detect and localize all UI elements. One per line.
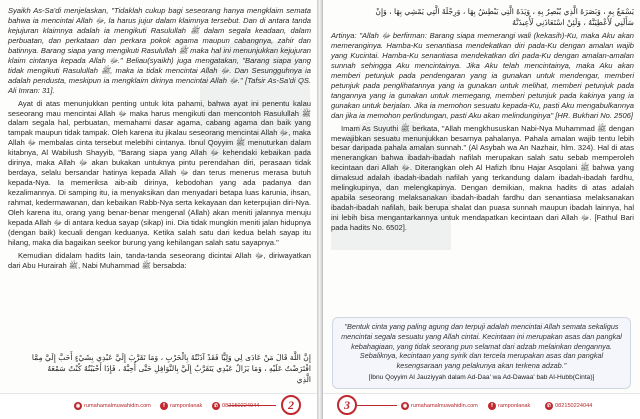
phone-number[interactable]: ✆ 082150224044: [213, 403, 260, 409]
left-page: [0, 0, 317, 419]
page-number: 2: [281, 395, 301, 415]
quote-source: [Ibnu Qoyyim Al Jauziyyah dalam Ad-Daa' wa Ad-Dawaa' bab Al-Hubb(Cinta)]: [368, 373, 595, 381]
hadith-arabic-text: [8, 352, 311, 385]
social-handle[interactable]: f ramponlanak: [160, 402, 202, 410]
hadith-arabic-continued: [331, 6, 634, 28]
paragraph: Imam As Suyuthi ﷺ berkata, "Allah mengkhususkan Nabi-Nya Muhammad ﷺ dengan mewajibkan sesuatu menunjukkan besarnya pahalanya. Pahala amalan wajib tentu lebih besar daripada pahala amalan sunnah." (Al Asybah wa An Nazhair, hlm. 324). Hal di atas menerangkan bahwa ibadah-ibadah nafilah merupakan salah satu sebab memperoleh kecintaan dari Allah ﷻ. Diterangkan oleh Al Hafizh Ibnu Hajar Asqolani ﷺ bahwa yang dimaksud adalah ibadah-ibadah nafilah yang terkandung dalam ibadah-ibadah fardhu, melingkupinya, dan melengkapinya. Dengan demikian, makna hadits di atas adalah apabila seseorang melaksanakan ibadah-ibadah fardhu dan senantiasa melaksanakan ibadah-ibadah nafilah, baik berupa shalat dan puasa sunnah maupun ibadah lainnya, hal ini lebih bisa mengantarkannya untuk mendapatkan kecintaan dari Allah ﷻ. [Fathul Bari pada hadits No. 6502].: [331, 123, 635, 233]
social-handle[interactable]: f ramponlanak: [488, 402, 530, 410]
globe-icon: ◉: [402, 403, 408, 409]
right-footer: [323, 393, 640, 419]
whatsapp-icon: ✆: [213, 403, 219, 409]
left-footer: [0, 393, 317, 419]
whatsapp-icon: ✆: [546, 403, 552, 409]
paragraph: Ayat di atas menunjukkan penting untuk kita pahami, bahwa ayat ini penentu kalau seseorang mau mencintai Allah ﷻ maka harus mengikuti dan mencontoh Rasulullah ﷺ dalam segala hal, perbuatan, memahami dasar agama, cabang agama dan baik yang tampak maupun tidak tampak. Oleh karena itu jikalau seseorang mencintai Allah ﷻ, maka Allah ﷻ membalas cinta tersebut melebihi cintanya. Ibnul Qoyyim ﷺ menuturkan dalam kitabnya, Al Wabilush Shayyib, "Barang siapa yang Allah ﷻ kehendaki kebaikan pada dirinya, maka Allah ﷻ akan bukakan untuknya pintu perendahan diri, perasaan tidak berdaya, selalu bersandar hatinya kepada Allah ﷻ dan terus menerus merasa butuh kepada-Nya. Ia memeriksa aib-aib dirinya, kebodohan yang ada padanya dan kezalimannya. Di samping itu, ia menyaksikan dan menyadari betapa luas karunia, ihsan, rahmat, kedermawanan, dan kebaikan Rabb-Nya serta kekayaan dan keterpujian diri-Nya. Oleh karena itu, orang yang benar-benar mengenal (Allah) akan meniti jalannya menuju kepada Allah ﷻ di antara kedua sayap (sikap) ini. Dia tidak mungkin meniti jalan hidupnya (dengan baik) kecuali dengan keduanya. Ketika salah satu dari kedua belah sayap itu hilang, maka dia bagaikan seekor burung yang kehilangan salah satu sayapnya.": [8, 98, 311, 247]
website-link[interactable]: ◉ rumahamalmuwahidin.com: [75, 403, 151, 409]
arabic-line: سَأَلَنِي لَأُعْطِيَنَّهُ ، وَلَئِنْ اسْتَعَاذَنِي لَأُعِيذَنَّهُ: [512, 18, 634, 27]
arabic-line: يَسْمَعُ بِهِ ، وَبَصَرَهُ الَّذِي يُبْصِرُ بِهِ ، وَيَدَهُ الَّتِي يَبْطِشُ بِهَا ، وَرِجْلَهُ الَّتِي يَمْشِي بِهَا ، وَإِنْ: [375, 7, 634, 16]
paragraph: Syaikh As-Sa'di menjelaskan, "Tidaklah cukup bagi seseorang hanya mengklaim semata bahwa ia mencintai Allah ﷻ, la harus jujur dalam klaimnya tersebut. Dan di antara tanda kejujuran klaimnya adalah ia mengikuti Rasulullah ﷺ dalam segala keadaan, dalam perbuatan, dan perkataan dan perkara pokok agama maupun cabangnya, zahir dan batinnya. Barang siapa yang mengikuti Rasulullah ﷺ maka hal ini menunjukkan kejujuran klaim cintanya kepada Allah ﷻ." Beliau(syaikh) juga mengatakan, "Barang siapa yang tidak mengikuti Rasulullah ﷺ, maka ia tidak mencintai Allah ﷻ. Dan Sesungguhnya ia adalah pendusta, meskipun ia mengklaim dirinya mencintai Allah ﷻ." [Tafsir As-Sa'di QS. Ali Imran: 31].: [8, 6, 312, 95]
phone-number[interactable]: ✆ 082150224044: [546, 403, 593, 409]
left-body: [8, 6, 311, 272]
website-link[interactable]: ◉ rumahamalmuwahidin.com: [402, 403, 478, 409]
right-page: [323, 0, 640, 419]
arabic-line: افْتَرَضْتُ عَلَيْهِ ، وَمَا يَزَالُ عَبْدِي يَتَقَرَّبُ إِلَيَّ بِالنَّوَافِلِ حَتَّى أُحِبَّهُ ، فَإِذَا أَحْبَبْتُهُ كُنْتُ سَمْعَهُ: [47, 364, 311, 373]
arabic-line: إِنَّ اللَّهَ قَالَ مَنْ عَادَى لِي وَلِيًّا فَقَدْ آذَنْتُهُ بِالْحَرْبِ ، وَمَا تَقَرَّبَ إِلَيَّ عَبْدِي بِشَيْءٍ أَحَبَّ إِلَيَّ مِمَّا: [31, 353, 311, 362]
globe-icon: ◉: [75, 403, 81, 409]
social-icon: f: [488, 402, 496, 410]
page-number: 3: [337, 395, 357, 415]
quote-box: [341, 322, 622, 383]
paragraph: Kemudian didalam hadits lain, tanda-tanda seseorang dicintai Allah ﷻ, diriwayatkan dari Abu Hurairah ﷺ, Nabi Muhammad ﷺ bersabda:: [8, 250, 311, 270]
arabic-line: الَّذِي: [296, 375, 311, 384]
right-body: [331, 31, 634, 234]
paragraph: Artinya: "Allah ﷻ berfirman: Barang siapa memerangi wali (kekasih)-Ku, maka Aku akan memeranginya. Hamba-Ku senantiasa mendekatkan diri pada-Ku dengan amalan wajib yang Kucintai. Hamba-Ku senantiasa mendekatkan diri pada-Ku dengan amalan-amalan sunnah sehingga Aku mencintainya. Jika Aku telah mencintainya, maka Aku akan memberi petunjuk pada pendengaran yang ia gunakan untuk mendengar, memberi petunjuk pada penglihatannya yang ia gunakan untuk melihat, memberi petunjuk pada tangannya yang ia gunakan untuk memegang, memberi petunjuk pada kakinya yang ia gunakan untuk berjalan. Jika ia memohon sesuatu kepada-Ku, pasti Aku mengabulkannya dan jika ia memohon perlindungan, pasti Aku akan melindunginya" [HR. Bukhari No. 2506]: [331, 31, 634, 120]
quote-text: "Bentuk cinta yang paling agung dan terpuji adalah mencintai Allah semata sekaligus mencintai segala sesuatu yang Allah cintai. Kecintaan ini merupakan asas dan pangkal kebahagiaan, yang tidak seorang pun selamat dari adzab melainkan dengannya. Sebaliknya, kecintaan yang syirik dan tercela merupakan asas dan pangkal kesengsaraan yang pelakunya akan terkena adzab.": [341, 322, 622, 371]
social-icon: f: [160, 402, 168, 410]
